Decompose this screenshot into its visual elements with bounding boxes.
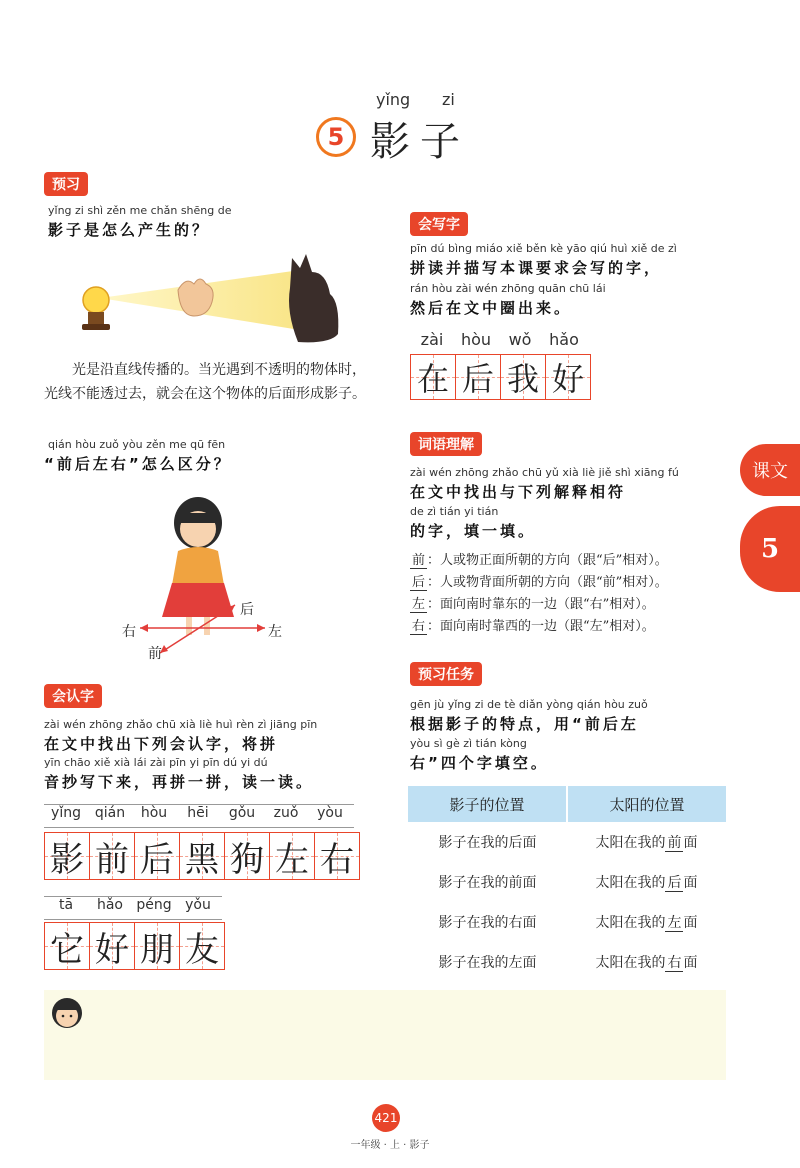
write-char-grid bbox=[410, 354, 591, 400]
direction-front-label: 前 bbox=[148, 646, 162, 662]
lesson-number-badge: 5 bbox=[316, 117, 356, 157]
direction-illustration bbox=[120, 485, 290, 660]
pinyin-cell: tā bbox=[58, 897, 74, 913]
char-cell: 后 bbox=[135, 833, 180, 879]
vocab-tag: 词语理解 bbox=[410, 432, 482, 456]
char-cell: 狗 bbox=[225, 833, 270, 879]
vocab-item: 前 ：人或物正面所朝的方向（跟“后”相对）。 bbox=[412, 553, 668, 568]
vocab-inst-text-2: 的字，填一填。 bbox=[410, 522, 537, 540]
note-box bbox=[44, 990, 726, 1080]
char-cell: 前 bbox=[90, 833, 135, 879]
char-cell: 我 bbox=[501, 355, 546, 399]
hand-icon bbox=[178, 279, 213, 316]
vocab-inst-pinyin-1: zài wén zhōng zhǎo chū yǔ xià liè jiě shì xiāng fú bbox=[410, 466, 679, 479]
pinyin-cell: wǒ bbox=[508, 330, 532, 349]
vocab-list bbox=[410, 550, 735, 638]
table-row: 影子在我的右面 太阳在我的 左 面 bbox=[438, 915, 698, 931]
task-inst-pinyin-1: gēn jù yǐng zi de tè diǎn yòng qián hòu zuǒ bbox=[410, 698, 648, 711]
table-row: 影子在我的后面 太阳在我的 前 面 bbox=[438, 835, 698, 851]
char-cell: 影 bbox=[45, 833, 90, 879]
recognize-row2-pinyin bbox=[44, 896, 222, 920]
recognize-tag: 会认字 bbox=[44, 684, 102, 708]
pinyin-cell: yòu bbox=[317, 805, 343, 821]
table-header-shadow: 影子的位置 bbox=[408, 786, 567, 822]
pinyin-cell: qián bbox=[94, 805, 126, 821]
direction-right-label: 右 bbox=[122, 624, 136, 640]
title-pinyin-1: yǐng bbox=[376, 90, 411, 109]
char-cell: 友 bbox=[180, 923, 224, 969]
write-inst-text-1: 拼读并描写本课要求会写的字， bbox=[410, 259, 663, 277]
char-cell: 黑 bbox=[180, 833, 225, 879]
pinyin-cell: hǎo bbox=[549, 330, 579, 349]
pinyin-cell: hòu bbox=[460, 330, 492, 349]
q2-pinyin: qián hòu zuǒ yòu zěn me qū fēn bbox=[48, 438, 226, 451]
pinyin-cell: hēi bbox=[187, 805, 209, 821]
page-number: 421 bbox=[372, 1104, 400, 1132]
girl-avatar-icon bbox=[50, 996, 84, 1030]
char-cell: 朋 bbox=[135, 923, 180, 969]
task-inst-text-1: 根据影子的特点，用“前后左 bbox=[410, 715, 639, 733]
side-tab-lesson[interactable]: 课文 bbox=[740, 444, 800, 496]
footer-caption: 一年级 · 上 · 影子 bbox=[350, 1140, 430, 1151]
side-tab-number[interactable]: 5 bbox=[740, 506, 800, 592]
pinyin-cell: hǎo bbox=[96, 897, 124, 913]
pinyin-cell: yǒu bbox=[185, 897, 211, 913]
char-cell: 好 bbox=[546, 355, 590, 399]
task-tag: 预习任务 bbox=[410, 662, 482, 686]
direction-back-label: 后 bbox=[240, 602, 254, 618]
recognize-row2-grid bbox=[44, 922, 225, 970]
pinyin-cell: hòu bbox=[140, 805, 168, 821]
recognize-inst-text-1: 在文中找出下列会认字，将拼 bbox=[44, 735, 279, 753]
write-inst-pinyin-1: pīn dú bìng miáo xiě běn kè yāo qiú huì xiě de zì bbox=[410, 242, 677, 255]
page-title: 影子 bbox=[370, 119, 470, 165]
recognize-row1-pinyin bbox=[44, 804, 354, 828]
task-inst-text-2: 右”四个字填空。 bbox=[410, 754, 549, 772]
pinyin-cell: zài bbox=[420, 330, 444, 349]
vocab-item: 后 ：人或物背面所朝的方向（跟“前”相对）。 bbox=[412, 575, 668, 590]
recognize-row1-grid bbox=[44, 832, 360, 880]
pinyin-cell: gǒu bbox=[228, 805, 256, 821]
vocab-inst-text-1: 在文中找出与下列解释相符 bbox=[410, 483, 627, 501]
q1-text: 影子是怎么产生的？ bbox=[48, 221, 211, 239]
preview-tag: 预习 bbox=[44, 172, 88, 196]
write-inst-text-2: 然后在文中圈出来。 bbox=[410, 299, 573, 317]
table-row: 影子在我的左面 太阳在我的 右 面 bbox=[438, 955, 698, 971]
char-cell: 它 bbox=[45, 923, 90, 969]
shadow-illustration bbox=[70, 250, 370, 350]
recognize-inst-pinyin-2: yīn chāo xiě xià lái zài pīn yi pīn dú yi dú bbox=[44, 756, 268, 769]
direction-left-label: 左 bbox=[268, 624, 282, 640]
title-pinyin-2: zi bbox=[442, 90, 455, 109]
task-inst-pinyin-2: yòu sì gè zì tián kòng bbox=[410, 737, 527, 750]
char-cell: 好 bbox=[90, 923, 135, 969]
recognize-inst-text-2: 音抄写下来，再拼一拼，读一读。 bbox=[44, 773, 315, 791]
pinyin-cell: zuǒ bbox=[273, 805, 299, 821]
char-cell: 后 bbox=[456, 355, 501, 399]
q1-pinyin: yǐng zi shì zěn me chǎn shēng de bbox=[48, 204, 232, 217]
pinyin-cell: péng bbox=[136, 897, 172, 913]
vocab-inst-pinyin-2: de zì tián yi tián bbox=[410, 505, 499, 518]
light-bulb-icon bbox=[83, 287, 109, 313]
write-pinyin-row bbox=[410, 330, 586, 352]
shadow-sun-table bbox=[408, 786, 726, 982]
q2-text: “前后左右”怎么区分？ bbox=[44, 455, 232, 473]
char-cell: 右 bbox=[315, 833, 359, 879]
recognize-inst-pinyin-1: zài wén zhōng zhǎo chū xià liè huì rèn zì jiāng pīn bbox=[44, 718, 318, 731]
write-inst-pinyin-2: rán hòu zài wén zhōng quān chū lái bbox=[410, 282, 606, 295]
char-cell: 左 bbox=[270, 833, 315, 879]
dog-shadow-icon bbox=[289, 254, 338, 342]
vocab-item: 右 ：面向南时靠西的一边（跟“左”相对）。 bbox=[412, 619, 655, 634]
char-cell: 在 bbox=[411, 355, 456, 399]
pinyin-cell: yǐng bbox=[51, 805, 81, 821]
write-tag: 会写字 bbox=[410, 212, 468, 236]
vocab-item: 左 ：面向南时靠东的一边（跟“右”相对）。 bbox=[412, 597, 655, 612]
table-header-sun: 太阳的位置 bbox=[567, 786, 726, 822]
shadow-explanation: 光是沿直线传播的。当光遇到不透明的物体时，光线不能透过去，就会在这个物体的后面形成影子。 bbox=[44, 362, 366, 402]
table-row: 影子在我的前面 太阳在我的 后 面 bbox=[438, 875, 698, 891]
